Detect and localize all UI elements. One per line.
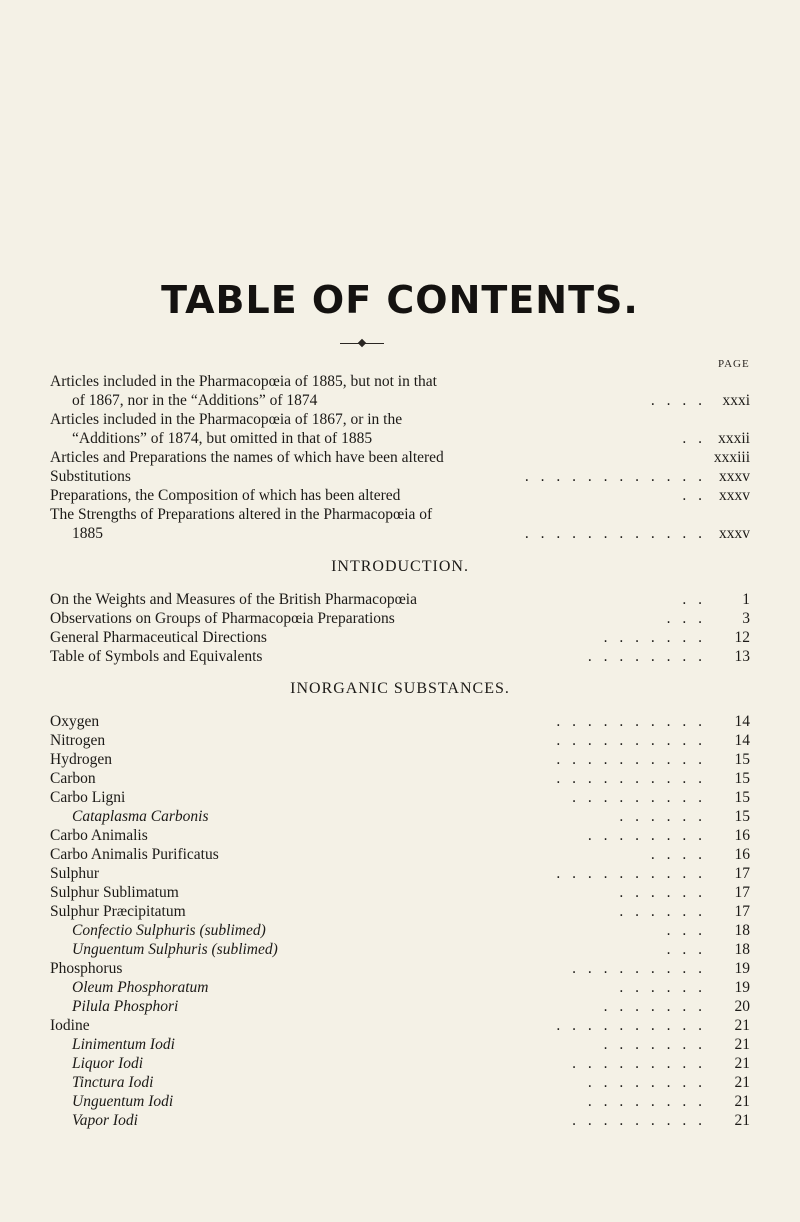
entry-label: The Strengths of Preparations altered in the Pharmacopœia of [50, 506, 433, 523]
entry-label-cont: “Additions” of 1874, but omitted in that of 1885 [72, 430, 373, 447]
page-number: 14 [734, 713, 750, 730]
leader-dots: . . [682, 487, 706, 504]
page-number: 15 [734, 808, 750, 825]
leader-dots: . . . . . . . . . [572, 789, 706, 806]
page-number: 21 [734, 1093, 750, 1110]
leader-dots: . . . [666, 922, 706, 939]
toc-entry [50, 609, 750, 628]
page-number: xxxv [719, 487, 750, 504]
entry-label: Oxygen [50, 713, 100, 730]
page-number: 1 [742, 591, 750, 608]
entry-label: Sulphur Præcipitatum [50, 903, 186, 920]
leader-dots: . . . [666, 610, 706, 627]
toc-entry [50, 902, 750, 921]
entry-label: Pilula Phosphori [72, 998, 179, 1015]
entry-label: Hydrogen [50, 751, 112, 768]
leader-dots: . . [682, 591, 706, 608]
page-number: 12 [734, 629, 750, 646]
leader-dots: . . . . . . [619, 979, 706, 996]
toc-entry [50, 410, 750, 429]
toc-entry [50, 940, 750, 959]
toc-entry [50, 807, 750, 826]
inorganic-list [50, 712, 750, 1130]
toc-entry [50, 959, 750, 978]
leader-dots: . . . . . . . [603, 1036, 706, 1053]
entry-label: Nitrogen [50, 732, 106, 749]
entry-label: Articles included in the Pharmacopœia of 1867, or in the [50, 411, 403, 428]
page-number: xxxv [719, 468, 750, 485]
page-number: 15 [734, 789, 750, 806]
entry-label: Carbon [50, 770, 96, 787]
leader-dots: . . . . . . [619, 808, 706, 825]
entry-label: Phosphorus [50, 960, 123, 977]
toc-entry [50, 883, 750, 902]
page-number: 17 [734, 903, 750, 920]
entry-label: Substitutions [50, 468, 131, 485]
entry-label: Unguentum Sulphuris (sublimed) [72, 941, 278, 958]
toc-entry [50, 391, 750, 410]
page-number: xxxi [722, 392, 750, 409]
page-number: 21 [734, 1036, 750, 1053]
toc-entry [50, 628, 750, 647]
entry-label-cont: of 1867, nor in the “Additions” of 1874 [72, 392, 318, 409]
toc-entry [50, 978, 750, 997]
page-number: 21 [734, 1055, 750, 1072]
leader-dots: . . . . . . . [603, 998, 706, 1015]
page-number: 16 [734, 846, 750, 863]
entry-label: Vapor Iodi [72, 1112, 138, 1129]
entry-label: Cataplasma Carbonis [72, 808, 209, 825]
leader-dots: . . . . . . . . . [572, 1112, 706, 1129]
page-number: 19 [734, 979, 750, 996]
leader-dots: . . . . . . . . [587, 827, 706, 844]
leader-dots: . . [682, 430, 706, 447]
entry-label: Confectio Sulphuris (sublimed) [72, 922, 266, 939]
entry-label: Liquor Iodi [72, 1055, 144, 1072]
toc-entry [50, 372, 750, 391]
entry-label: Tinctura Iodi [72, 1074, 154, 1091]
page-number: 20 [734, 998, 750, 1015]
toc-entry [50, 486, 750, 505]
toc-entry [50, 826, 750, 845]
leader-dots: . . . . . . . . . . [556, 1017, 706, 1034]
toc-entry [50, 864, 750, 883]
toc-entry [50, 788, 750, 807]
leader-dots: . . . . [650, 846, 706, 863]
toc-entry [50, 429, 750, 448]
introduction-heading: INTRODUCTION. [331, 558, 469, 575]
front-matter-list [50, 372, 750, 543]
page-number: xxxii [718, 430, 750, 447]
entry-label: Unguentum Iodi [72, 1093, 174, 1110]
toc-entry [50, 647, 750, 666]
entry-label: Carbo Ligni [50, 789, 126, 806]
page-number: 21 [734, 1074, 750, 1091]
toc-entry [50, 590, 750, 609]
toc-entry [50, 505, 750, 524]
page-number: 3 [742, 610, 750, 627]
entry-label: Sulphur [50, 865, 100, 882]
toc-entry [50, 921, 750, 940]
page-number: 19 [734, 960, 750, 977]
entry-label: General Pharmaceutical Directions [50, 629, 267, 646]
page-number: 21 [734, 1017, 750, 1034]
page-number: xxxv [719, 525, 750, 542]
page-title: TABLE OF CONTENTS. [161, 278, 639, 322]
entry-label: Preparations, the Composition of which has been altered [50, 487, 401, 504]
leader-dots: . . . . . . . . [587, 1074, 706, 1091]
page-number: 17 [734, 865, 750, 882]
toc-entry [50, 1035, 750, 1054]
page-number: 18 [734, 941, 750, 958]
toc-entry [50, 731, 750, 750]
entry-label: Oleum Phosphoratum [72, 979, 209, 996]
leader-dots: . . . . . . [619, 903, 706, 920]
introduction-list [50, 590, 750, 666]
page-number: xxxiii [713, 449, 750, 466]
entry-label: Table of Symbols and Equivalents [50, 648, 263, 665]
leader-dots: . . . . . . . . . . . . [524, 525, 706, 542]
entry-label: Carbo Animalis [50, 827, 148, 844]
leader-dots: . . . . . . . . . . [556, 751, 706, 768]
leader-dots: . . . . . . . . . [572, 1055, 706, 1072]
toc-entry [50, 1073, 750, 1092]
toc-entry [50, 750, 750, 769]
page-number: 13 [734, 648, 750, 665]
toc-entry [50, 448, 750, 467]
page-number: 15 [734, 751, 750, 768]
entry-label: Observations on Groups of Pharmacopœia Preparations [50, 610, 395, 627]
entry-label: Articles and Preparations the names of which have been altered [50, 449, 444, 466]
toc-entry [50, 769, 750, 788]
page-number: 18 [734, 922, 750, 939]
toc-entry [50, 1016, 750, 1035]
entry-label: Sulphur Sublimatum [50, 884, 179, 901]
entry-label: On the Weights and Measures of the British Pharmacopœia [50, 591, 417, 608]
page-number: 17 [734, 884, 750, 901]
page-number: 16 [734, 827, 750, 844]
leader-dots: . . . . . . . . [587, 648, 706, 665]
leader-dots: . . . . [650, 392, 706, 409]
inorganic-heading: INORGANIC SUBSTANCES. [290, 680, 510, 697]
divider-ornament [340, 340, 384, 348]
page-column-label: PAGE [718, 358, 750, 370]
leader-dots: . . . . . . . . . [572, 960, 706, 977]
leader-dots: . . . . . . . . . . [556, 713, 706, 730]
diamond-icon [358, 339, 366, 347]
toc-entry [50, 845, 750, 864]
toc-entry [50, 1092, 750, 1111]
entry-label: Articles included in the Pharmacopœia of 1885, but not in that [50, 373, 437, 390]
leader-dots: . . . . . . . . . . [556, 770, 706, 787]
page-number: 15 [734, 770, 750, 787]
toc-entry [50, 467, 750, 486]
toc-entry [50, 712, 750, 731]
leader-dots: . . . . . . . . [587, 1093, 706, 1110]
page-number: 21 [734, 1112, 750, 1129]
toc-entry [50, 524, 750, 543]
leader-dots: . . . . . . . . . . [556, 865, 706, 882]
leader-dots: . . . . . . . . . . [556, 732, 706, 749]
leader-dots: . . . . . . . . . . . . [524, 468, 706, 485]
toc-entry [50, 997, 750, 1016]
entry-label: Carbo Animalis Purificatus [50, 846, 219, 863]
toc-entry [50, 1054, 750, 1073]
page-number: 14 [734, 732, 750, 749]
entry-label: Linimentum Iodi [72, 1036, 175, 1053]
toc-entry [50, 1111, 750, 1130]
entry-label: Iodine [50, 1017, 90, 1034]
leader-dots: . . . . . . . [603, 629, 706, 646]
leader-dots: . . . . . . [619, 884, 706, 901]
leader-dots: . . . [666, 941, 706, 958]
entry-label-cont: 1885 [72, 525, 103, 542]
